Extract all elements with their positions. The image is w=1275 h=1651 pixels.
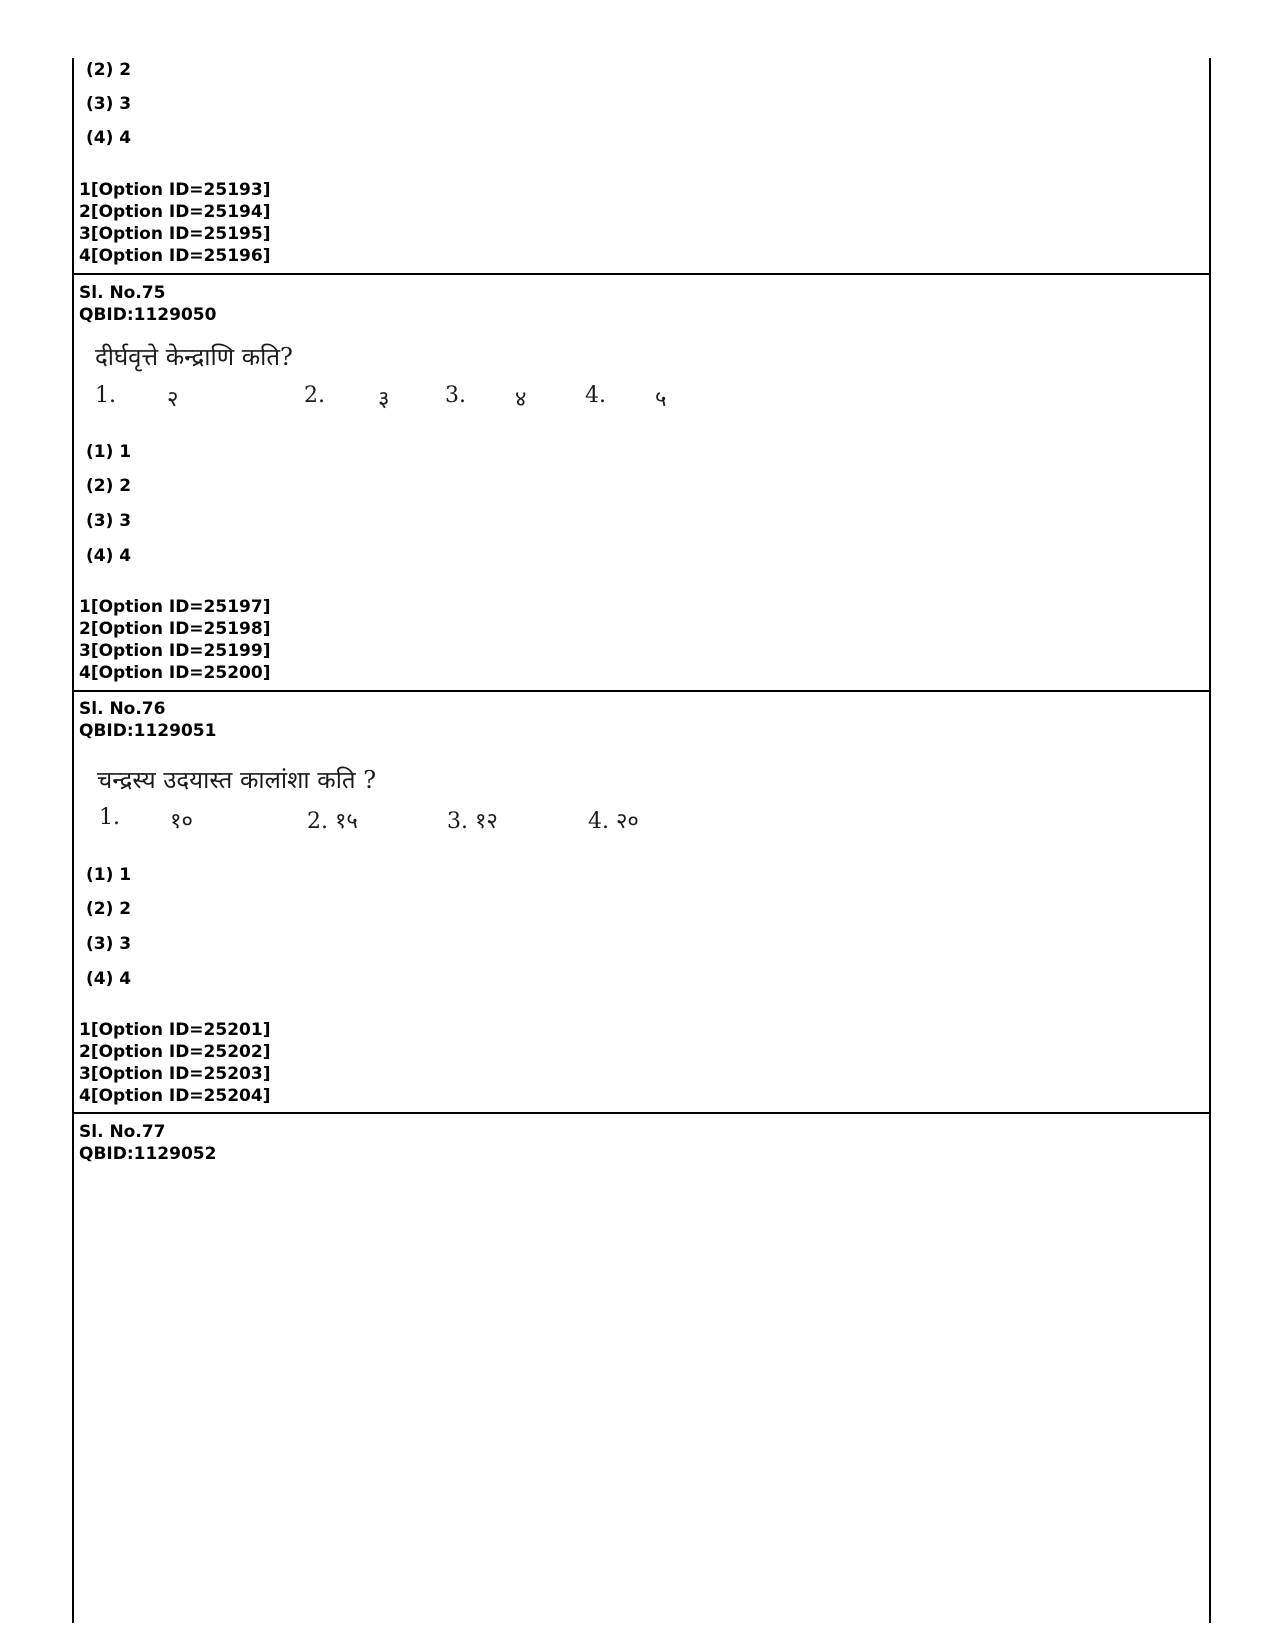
option-id-1: 1[Option ID=25197] bbox=[79, 597, 271, 617]
option-id-2: 2[Option ID=25198] bbox=[79, 619, 271, 639]
option-4: (4) 4 bbox=[86, 546, 132, 566]
option-id-3: 3[Option ID=25195] bbox=[79, 224, 271, 244]
choice-value: ५ bbox=[655, 387, 667, 412]
choice-number: 2. bbox=[304, 383, 325, 408]
choice-item: 2. १५ bbox=[307, 809, 358, 834]
option-id-1: 1[Option ID=25201] bbox=[79, 1020, 271, 1040]
option-id-3: 3[Option ID=25203] bbox=[79, 1064, 271, 1084]
option-2: (2) 2 bbox=[86, 899, 132, 919]
choice-value: ३ bbox=[378, 387, 390, 412]
option-id-3: 3[Option ID=25199] bbox=[79, 641, 271, 661]
option-id-1: 1[Option ID=25193] bbox=[79, 180, 271, 200]
option-4: (4) 4 bbox=[86, 969, 132, 989]
option-1: (1) 1 bbox=[86, 442, 132, 462]
left-border bbox=[72, 58, 74, 1623]
serial-number: Sl. No.75 bbox=[79, 283, 166, 303]
choice-value: २ bbox=[167, 387, 179, 412]
choice-number: 3. bbox=[445, 383, 466, 408]
question-choices bbox=[0, 383, 800, 417]
option-3: (3) 3 bbox=[86, 511, 132, 531]
option-3: (3) 3 bbox=[86, 934, 132, 954]
choice-number: 1. bbox=[99, 805, 120, 830]
question-text: दीर्घवृत्ते केन्द्राणि कति? bbox=[95, 343, 293, 371]
option-4: (4) 4 bbox=[86, 128, 132, 148]
choice-number: 1. bbox=[95, 383, 116, 408]
serial-number: Sl. No.77 bbox=[79, 1122, 166, 1142]
option-id-2: 2[Option ID=25194] bbox=[79, 202, 271, 222]
question-choices bbox=[0, 805, 800, 839]
option-id-4: 4[Option ID=25200] bbox=[79, 663, 271, 683]
option-id-2: 2[Option ID=25202] bbox=[79, 1042, 271, 1062]
qbid: QBID:1129050 bbox=[79, 305, 217, 325]
right-border bbox=[1209, 58, 1211, 1623]
option-id-4: 4[Option ID=25204] bbox=[79, 1086, 271, 1106]
choice-value: ४ bbox=[515, 387, 527, 412]
option-3: (3) 3 bbox=[86, 94, 132, 114]
qbid: QBID:1129052 bbox=[79, 1144, 217, 1164]
qbid: QBID:1129051 bbox=[79, 721, 217, 741]
choice-value: १० bbox=[170, 809, 193, 834]
choice-item: 3. १२ bbox=[447, 809, 498, 834]
section-divider bbox=[72, 690, 1211, 692]
section-divider bbox=[72, 273, 1211, 275]
option-2: (2) 2 bbox=[86, 60, 132, 80]
choice-number: 4. bbox=[585, 383, 606, 408]
option-id-4: 4[Option ID=25196] bbox=[79, 246, 271, 266]
choice-item: 4. २० bbox=[588, 809, 639, 834]
section-divider bbox=[72, 1112, 1211, 1114]
question-text: चन्द्रस्य उदयास्त कालांशा कति ? bbox=[97, 766, 377, 794]
option-2: (2) 2 bbox=[86, 476, 132, 496]
option-1: (1) 1 bbox=[86, 865, 132, 885]
serial-number: Sl. No.76 bbox=[79, 699, 166, 719]
